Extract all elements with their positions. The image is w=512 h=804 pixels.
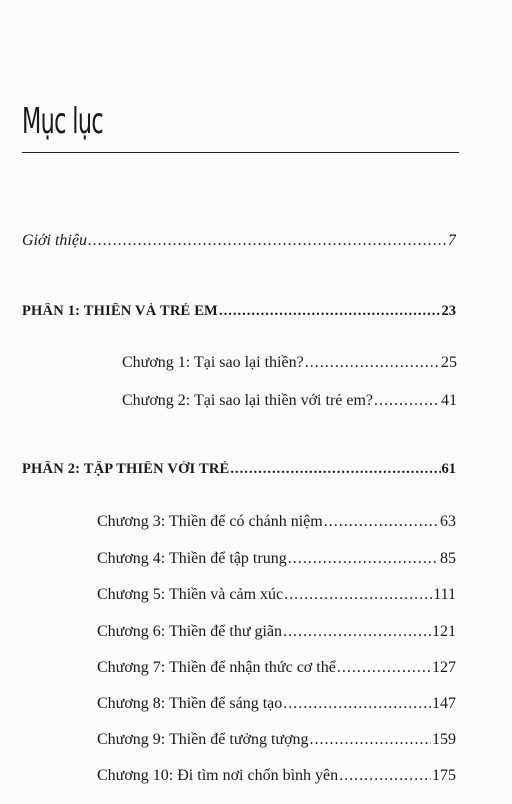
toc-page-number: 85 [440, 550, 456, 567]
toc-chapter-label: Chương 5: Thiền và cảm xúc [97, 586, 284, 603]
toc-chapter-8[interactable] [97, 695, 456, 713]
dot-leader [88, 232, 447, 250]
toc-page-number: 121 [432, 623, 456, 640]
dot-leader [288, 550, 439, 568]
dot-leader [337, 659, 431, 677]
toc-chapter-label: Chương 10: Đi tìm nơi chốn bình yên [97, 767, 339, 784]
dot-leader [324, 513, 439, 531]
toc-chapter-7[interactable] [97, 659, 456, 677]
toc-chapter-6[interactable] [97, 623, 456, 641]
toc-page-number: 127 [432, 659, 456, 676]
toc-chapter-3[interactable] [97, 513, 456, 531]
dot-leader [283, 623, 431, 641]
toc-page-number: 63 [440, 513, 456, 530]
toc-page-number: 159 [432, 731, 456, 748]
title-divider [22, 152, 459, 153]
dot-leader [374, 392, 440, 410]
toc-chapter-label: Chương 7: Thiền để nhận thức cơ thể [97, 659, 336, 676]
toc-chapter-label: Chương 4: Thiền để tập trung [97, 550, 287, 567]
toc-part-1[interactable] [22, 303, 456, 320]
dot-leader [305, 354, 440, 372]
toc-page-number: 23 [441, 303, 456, 319]
toc-entry-intro[interactable] [22, 232, 456, 250]
toc-chapter-label: Chương 3: Thiền để có chánh niệm [97, 513, 323, 530]
dot-leader [339, 767, 431, 785]
toc-page-number: 147 [432, 695, 456, 712]
toc-chapter-4[interactable] [97, 550, 456, 568]
toc-chapter-9[interactable] [97, 731, 456, 749]
toc-page-number: 61 [441, 461, 456, 477]
toc-chapter-2[interactable] [122, 392, 457, 410]
toc-chapter-10[interactable] [97, 767, 456, 785]
toc-page-number: 25 [441, 354, 457, 371]
page-title: Mục lục [22, 101, 104, 142]
toc-entry-label: Giới thiệu [22, 232, 87, 249]
toc-page-number: 111 [433, 586, 456, 603]
toc-chapter-label: Chương 6: Thiền để thư giãn [97, 623, 283, 640]
toc-chapter-label: Chương 9: Thiền để tưởng tượng [97, 731, 309, 748]
toc-chapter-5[interactable] [97, 586, 456, 604]
dot-leader [230, 461, 440, 478]
toc-page-number: 41 [441, 392, 457, 409]
dot-leader [310, 731, 431, 749]
toc-chapter-label: Chương 8: Thiền để sáng tạo [97, 695, 283, 712]
toc-page-number: 7 [448, 232, 456, 249]
dot-leader [283, 695, 431, 713]
dot-leader [219, 303, 441, 320]
toc-chapter-label: Chương 1: Tại sao lại thiền? [122, 354, 304, 371]
toc-chapter-1[interactable] [122, 354, 457, 372]
toc-part-label: PHẦN 2: TẬP THIỀN VỚI TRẺ [22, 461, 230, 477]
toc-page-number: 175 [432, 767, 456, 784]
dot-leader [284, 586, 432, 604]
toc-part-2[interactable] [22, 461, 456, 478]
toc-part-label: PHẦN 1: THIỀN VÀ TRẺ EM [22, 303, 218, 319]
toc-chapter-label: Chương 2: Tại sao lại thiền với trẻ em? [122, 392, 374, 409]
